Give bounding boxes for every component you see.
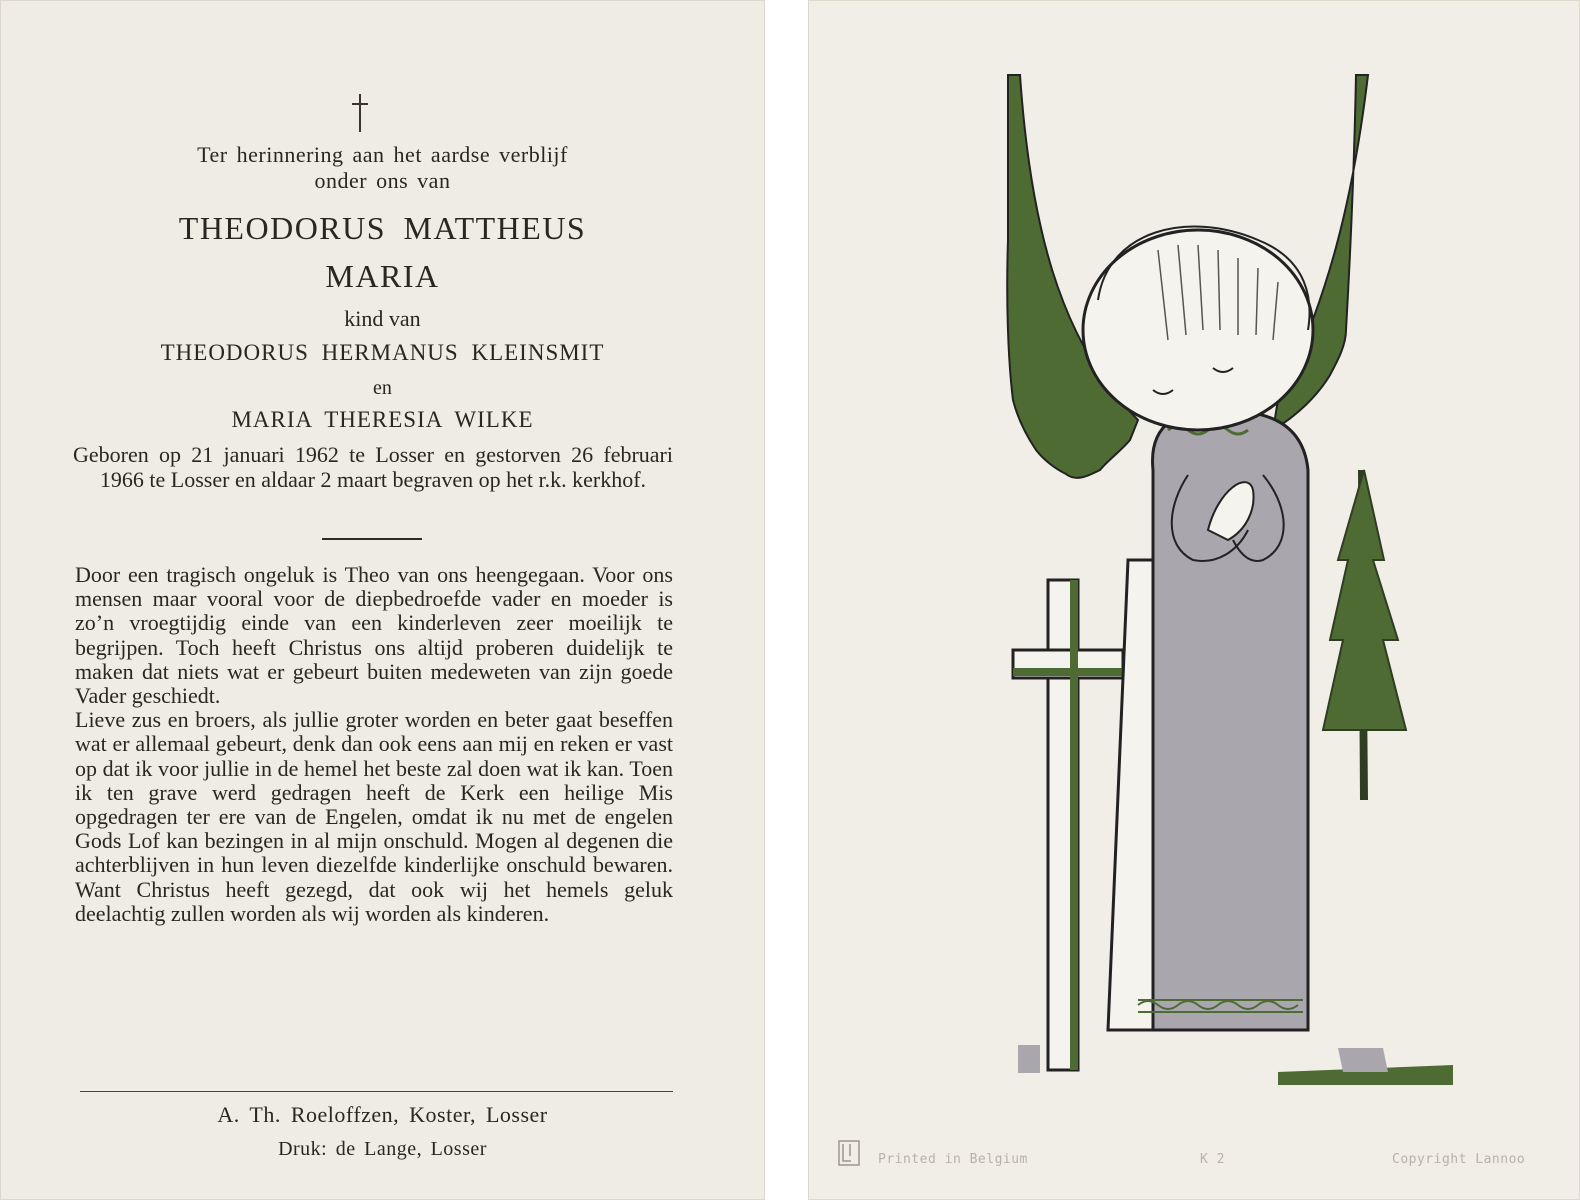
intro-line-2: onder ons van (314, 168, 451, 193)
angel-robe (1108, 410, 1308, 1030)
printed-in-belgium: Printed in Belgium (878, 1152, 1028, 1167)
deceased-name (60, 204, 705, 300)
wooden-cross-illustration (1013, 580, 1123, 1070)
memorial-paragraph-2: Lieve zus en broers, als jullie groter worden en beter gaat beseffen wat er allemaal gebeurt, denk dan ook eens aan mij en reken er vast op dat ik voor jullie in de hemel het beste zal doen wat ik kan. Toen ik ten grave werd gedragen heeft de Kerk een heilige Mis opgedragen ter ere van de Engelen, omdat ik nu met de engelen Gods Lof kan bezingen in al mijn onschuld. Mogen al degenen die achterblijven in hun leven diezelfde kinderlijke onschuld bewaren. Want Christus heeft gezegd, dat ook wij het hemels geluk deelachtig zullen worden als wij worden als kinderen. (75, 707, 673, 926)
angel-head (1083, 227, 1313, 431)
signature-line: A. Th. Roeloffzen, Koster, Losser (217, 1102, 548, 1127)
printer-line: Druk: de Lange, Losser (278, 1138, 487, 1160)
father-name: THEODORUS HERMANUS KLEINSMIT (160, 340, 605, 365)
ground-stones (1018, 1045, 1453, 1085)
name-line-2: MARIA (325, 258, 440, 294)
card-code: K 2 (1200, 1152, 1225, 1167)
memorial-text (75, 563, 673, 926)
name-line-1: THEODORUS MATTHEUS (178, 210, 587, 246)
memorial-paragraph-1: Door een tragisch ongeluk is Theo van ons heengegaan. Voor ons mensen maar vooral voor de diepbedroefde vader en moeder is zo’n vroegtijdig einde van een kinderleven zeer moeilijk te begrijpen. Toch heeft Christus ons altijd proberen duidelijk te maken dat niets wat er gebeurt buiten medeweten van zijn goede Vader geschiedt. (75, 562, 673, 709)
short-divider (322, 538, 422, 540)
long-divider (80, 1091, 673, 1092)
birth-death-dates: Geboren op 21 januari 1962 te Losser en gestorven 26 februari 1966 te Losser en aldaar 2 maart begraven op het r.k. kerkhof. (73, 442, 673, 492)
cross-icon (352, 94, 368, 132)
angel-illustration (808, 0, 1580, 1140)
en-label: en (373, 377, 392, 399)
intro-line-1: Ter herinnering aan het aardse verblijf (197, 142, 568, 167)
fir-tree-illustration (1323, 470, 1406, 800)
copyright-note: Copyright Lannoo (1392, 1152, 1526, 1167)
mother-name: MARIA THERESIA WILKE (231, 407, 534, 432)
lannoo-logo-icon (838, 1140, 860, 1166)
memorial-card-text-side (0, 0, 765, 1200)
kind-van-label: kind van (344, 306, 421, 331)
intro-text (60, 142, 705, 194)
